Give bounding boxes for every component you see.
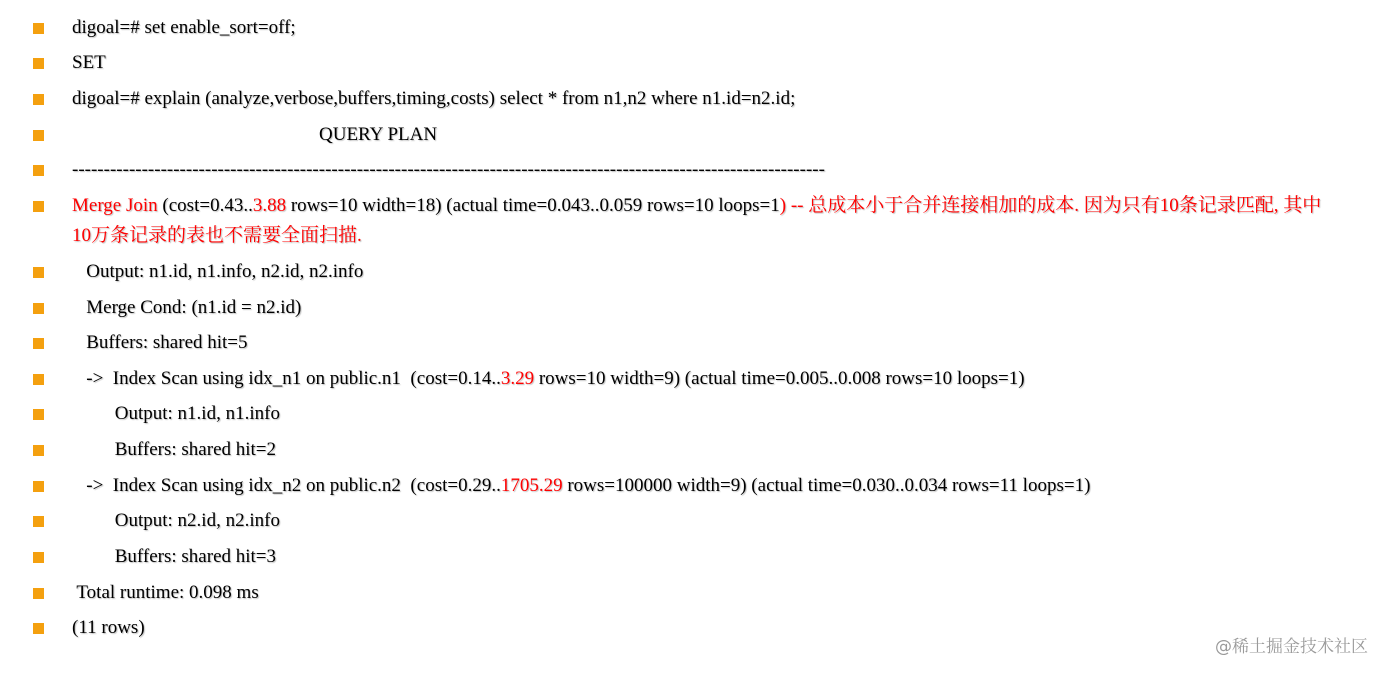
bullet-icon bbox=[33, 588, 44, 599]
index-scan-n2-stats: rows=100000 width=9) (actual time=0.030..0.034 rows=11 loops=1) bbox=[562, 475, 1091, 496]
bullet-icon bbox=[33, 409, 44, 420]
bullet-icon bbox=[33, 481, 44, 492]
plan-detail-text: Output: n2.id, n2.info bbox=[72, 510, 280, 531]
row-count-text: (11 rows) bbox=[72, 617, 145, 638]
bullet-icon bbox=[33, 201, 44, 212]
bullet-icon bbox=[33, 623, 44, 634]
index-scan-n1-line bbox=[72, 366, 1025, 392]
sql-command-text: digoal=# explain (analyze,verbose,buffers,timing,costs) select * from n1,n2 where n1.id=n2.id; bbox=[72, 88, 796, 109]
list-item bbox=[0, 508, 1388, 534]
list-item bbox=[0, 615, 1388, 641]
plan-detail-text: Buffers: shared hit=5 bbox=[72, 332, 248, 353]
bullet-icon bbox=[33, 374, 44, 385]
bullet-icon bbox=[33, 552, 44, 563]
list-item bbox=[0, 401, 1388, 427]
list-item bbox=[0, 473, 1388, 499]
list-item bbox=[0, 122, 1388, 148]
sql-output-text: SET bbox=[72, 52, 106, 73]
list-item bbox=[0, 366, 1388, 392]
index-scan-n1-total-cost: 3.29 bbox=[500, 368, 535, 389]
query-plan-header: QUERY PLAN bbox=[72, 124, 438, 145]
merge-join-label: Merge Join bbox=[72, 195, 158, 216]
list-item bbox=[0, 259, 1388, 285]
sql-command-text: digoal=# set enable_sort=off; bbox=[72, 17, 296, 38]
bullet-icon bbox=[33, 516, 44, 527]
plan-detail-text: Output: n1.id, n1.info bbox=[72, 403, 280, 424]
bullet-icon bbox=[33, 58, 44, 69]
list-item bbox=[0, 544, 1388, 570]
bullet-icon bbox=[33, 130, 44, 141]
index-scan-n1-stats: rows=10 width=9) (actual time=0.005..0.008 rows=10 loops=1) bbox=[534, 368, 1025, 389]
list-item bbox=[0, 50, 1388, 76]
list-item bbox=[0, 437, 1388, 463]
plan-detail-text: Buffers: shared hit=2 bbox=[72, 439, 277, 460]
plan-detail-text: Output: n1.id, n1.info, n2.id, n2.info bbox=[72, 261, 364, 282]
bullet-icon bbox=[33, 338, 44, 349]
bullet-icon bbox=[33, 303, 44, 314]
list-item bbox=[0, 157, 1388, 183]
index-scan-n2-line bbox=[72, 473, 1090, 499]
merge-join-stats: rows=10 width=18) (actual time=0.043..0.059 rows=10 loops=1 bbox=[286, 195, 780, 216]
merge-join-cost: (cost=0.43.. bbox=[157, 195, 253, 216]
list-item bbox=[0, 330, 1388, 356]
list-item bbox=[0, 15, 1388, 41]
bullet-icon bbox=[33, 267, 44, 278]
index-scan-n2-prefix: -> Index Scan using idx_n2 on public.n2 (cost=0.29.. bbox=[72, 475, 501, 496]
bullet-icon bbox=[33, 23, 44, 34]
plan-detail-text: Buffers: shared hit=3 bbox=[72, 546, 277, 567]
list-item bbox=[0, 191, 1388, 251]
list-item bbox=[0, 580, 1388, 606]
list-item bbox=[0, 295, 1388, 321]
plan-detail-text: Merge Cond: (n1.id = n2.id) bbox=[72, 297, 302, 318]
watermark: @稀土掘金技术社区 bbox=[1215, 637, 1368, 657]
index-scan-n1-prefix: -> Index Scan using idx_n1 on public.n1 (cost=0.14.. bbox=[72, 368, 501, 389]
separator-dashes: ----------------------------------------------------------------------------------------------------------------------- bbox=[72, 159, 825, 180]
merge-join-total-cost: 3.88 bbox=[252, 195, 287, 216]
bullet-icon bbox=[33, 445, 44, 456]
merge-join-line bbox=[72, 191, 1332, 251]
bullet-icon bbox=[33, 94, 44, 105]
total-runtime-text: Total runtime: 0.098 ms bbox=[72, 582, 259, 603]
bullet-icon bbox=[33, 165, 44, 176]
list-item bbox=[0, 86, 1388, 112]
merge-join-comment: ) -- 总成本小于合并连接相加的成本. 因为只有10条记录匹配, 其中10万条记录的表也不需要全面扫描. bbox=[72, 195, 1322, 246]
index-scan-n2-total-cost: 1705.29 bbox=[500, 475, 563, 496]
